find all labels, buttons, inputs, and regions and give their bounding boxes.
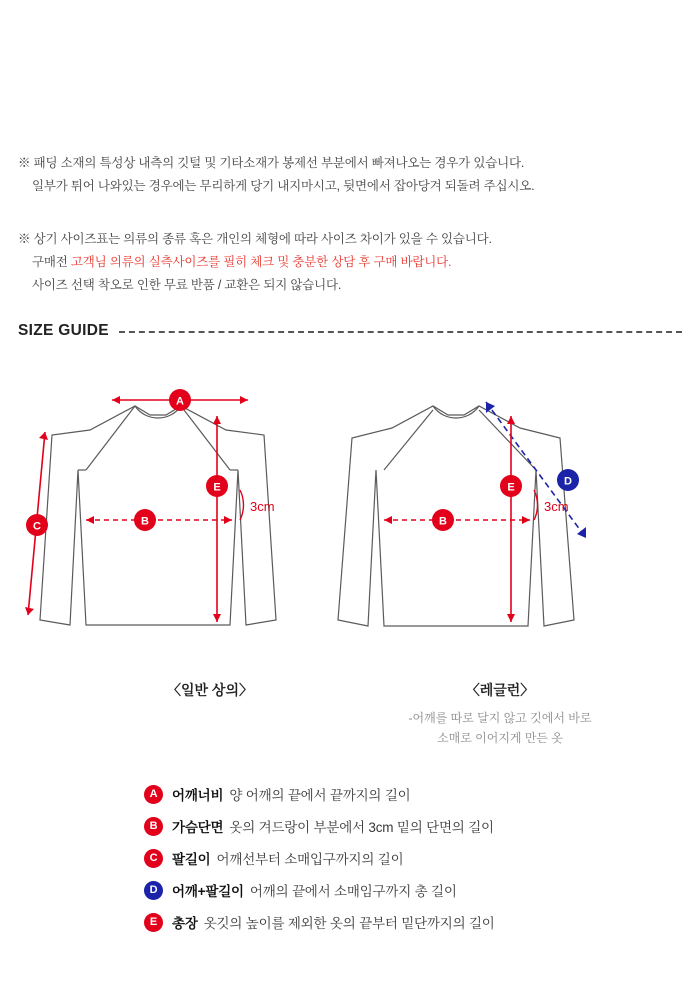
- legend-badge-a: A: [144, 785, 163, 804]
- legend-term-d: 어깨+팔길이: [172, 884, 244, 899]
- size-notice: [18, 228, 492, 297]
- padding-notice-line-1: ※ 패딩 소재의 특성상 내측의 깃털 및 기타소재가 봉제선 부분에서 빠져나오는 경우가 있습니다.: [18, 156, 525, 170]
- garment-diagrams: [0, 370, 700, 670]
- legend-term-b: 가슴단면: [172, 820, 224, 835]
- caption-raglan-description-line-1: -어깨를 따로 달지 않고 깃에서 바로: [408, 711, 592, 725]
- size-notice-line-2: [18, 251, 492, 274]
- legend-item-e: [144, 906, 624, 938]
- badge-b-raglan-label: B: [439, 515, 447, 528]
- caption-raglan-description-line-2: 소매로 이어지게 만든 옷: [437, 731, 563, 746]
- legend-desc-a: 양 어깨의 끝에서 끝까지의 길이: [229, 788, 411, 803]
- normal-top-illustration: [40, 406, 276, 625]
- legend-item-d: [144, 874, 624, 906]
- size-notice-highlight: 고객님 의류의 실측사이즈를 필히 체크 및 충분한 상담 후 구매 바랍니다.: [70, 255, 452, 270]
- legend-term-e: 총장: [172, 916, 198, 931]
- badge-c-normal-label: C: [33, 520, 41, 533]
- badge-b-normal-label: B: [141, 515, 149, 528]
- caption-raglan-description: [350, 708, 650, 749]
- legend-badge-d: D: [144, 881, 163, 900]
- size-notice-line-1: ※ 상기 사이즈표는 의류의 종류 혹은 개인의 체형에 따라 사이즈 차이가 있을 수 있습니다.: [18, 232, 492, 246]
- badge-a-normal-label: A: [176, 395, 184, 408]
- label-3cm-normal: 3cm: [250, 499, 275, 514]
- legend-badge-b: B: [144, 817, 163, 836]
- badge-d-raglan-label: D: [564, 475, 572, 488]
- size-guide-header: [18, 322, 682, 340]
- divider-dashed: [119, 331, 682, 333]
- size-notice-line-2-prefix: 구매전: [32, 255, 71, 270]
- legend-item-b: [144, 810, 624, 842]
- padding-notice: [18, 152, 534, 198]
- badge-e-raglan-label: E: [507, 481, 515, 494]
- raglan-top-illustration: [338, 406, 574, 626]
- size-guide-title: SIZE GUIDE: [18, 322, 109, 339]
- caption-normal-top: 〈일반 상의〉: [167, 682, 253, 698]
- legend-desc-e: 옷깃의 높이를 제외한 옷의 끝부터 밑단까지의 길이: [203, 916, 495, 931]
- caption-raglan-top: 〈레글런〉: [465, 682, 535, 698]
- legend-item-c: [144, 842, 624, 874]
- size-notice-line-3: 사이즈 선택 착오로 인한 무료 반품 / 교환은 되지 않습니다.: [32, 278, 342, 293]
- legend-desc-b: 옷의 겨드랑이 부분에서 3cm 밑의 단면의 길이: [229, 820, 494, 835]
- measurement-legend: [144, 778, 624, 938]
- legend-term-a: 어깨너비: [172, 788, 224, 803]
- legend-item-a: [144, 778, 624, 810]
- legend-desc-d: 어깨의 끝에서 소매임구까지 총 길이: [249, 884, 457, 899]
- measure-e-normal: [213, 416, 221, 622]
- legend-desc-c: 어깨선부터 소매입구까지의 길이: [216, 852, 404, 867]
- legend-badge-e: E: [144, 913, 163, 932]
- legend-badge-c: C: [144, 849, 163, 868]
- legend-term-c: 팔길이: [172, 852, 211, 867]
- badge-e-normal-label: E: [213, 481, 221, 494]
- label-3cm-raglan: 3cm: [544, 499, 569, 514]
- padding-notice-line-2: 일부가 튀어 나와있는 경우에는 무리하게 당기 내지마시고, 뒷면에서 잡아당겨 되돌려 주십시오.: [32, 179, 535, 194]
